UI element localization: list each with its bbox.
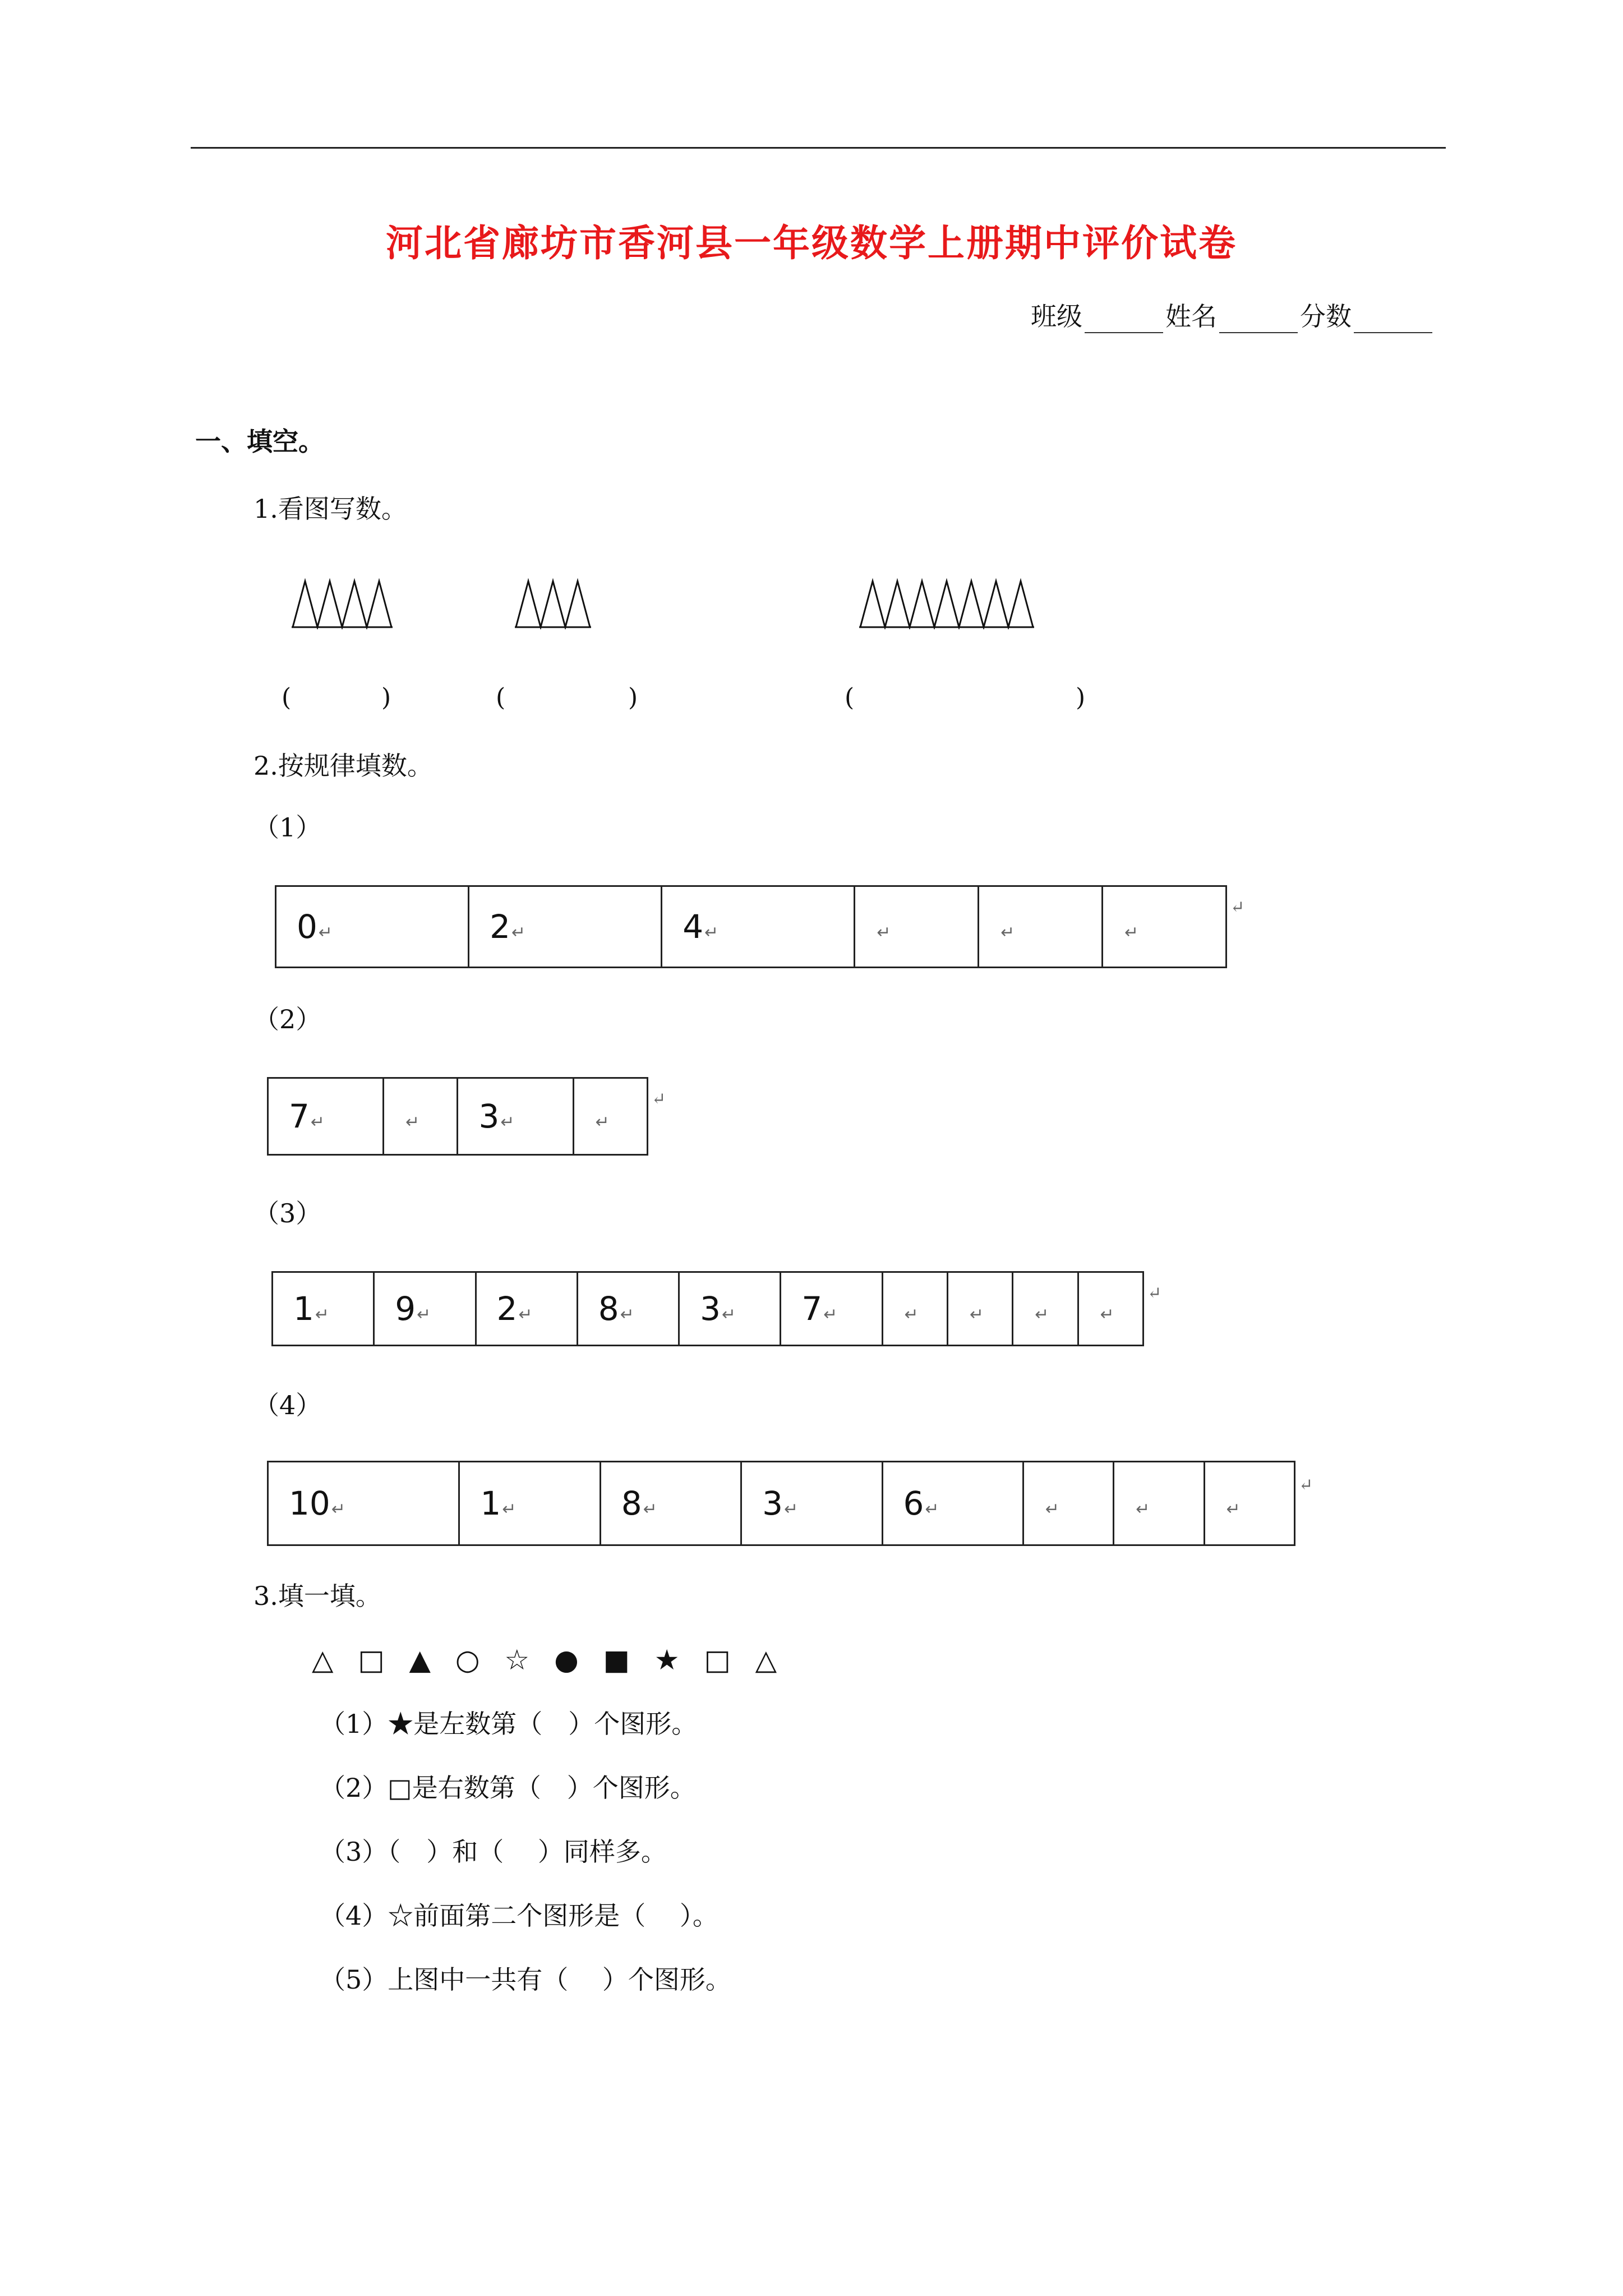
- name-blank[interactable]: [1219, 310, 1298, 333]
- answer-paren-3-close: ): [1076, 683, 1086, 712]
- answer-paren-2-close: ): [628, 683, 638, 712]
- seq4-cell[interactable]: 1↵: [459, 1462, 600, 1545]
- seq3-cell[interactable]: ↵: [882, 1272, 947, 1346]
- seq4-cell[interactable]: ↵: [1023, 1462, 1113, 1545]
- score-blank[interactable]: [1354, 310, 1432, 333]
- seq2-cell[interactable]: ↵: [384, 1078, 458, 1155]
- seq4-cell[interactable]: ↵: [1204, 1462, 1294, 1545]
- sequence-table-1: [275, 885, 1227, 968]
- student-info: [1031, 296, 1435, 333]
- q3-item: （4）☆前面第二个图形是（ ）。: [320, 1901, 718, 1931]
- q1-label: 1.看图写数。: [253, 494, 407, 524]
- name-label: 姓名: [1165, 301, 1217, 332]
- seq3-cell[interactable]: 2↵: [476, 1272, 577, 1346]
- seq4-cell[interactable]: 8↵: [600, 1462, 741, 1545]
- zigzag-figure-1: [292, 578, 396, 629]
- class-blank[interactable]: [1085, 310, 1163, 333]
- q2-sub4-label: （4）: [253, 1390, 322, 1420]
- seq2-cell[interactable]: 3↵: [458, 1078, 573, 1155]
- seq3-cell[interactable]: 8↵: [577, 1272, 679, 1346]
- zigzag-figure-3: [859, 578, 1038, 629]
- seq1-cell[interactable]: 2↵: [469, 886, 662, 968]
- q3-item: （3）（ ）和（ ）同样多。: [320, 1837, 667, 1867]
- row-return-mark: ↵: [1147, 1283, 1162, 1303]
- seq3-cell[interactable]: 7↵: [781, 1272, 882, 1346]
- score-label: 分数: [1300, 301, 1352, 332]
- seq4-cell[interactable]: 3↵: [741, 1462, 882, 1545]
- section-heading: 一、填空。: [195, 426, 324, 457]
- page-title: 河北省廊坊市香河县一年级数学上册期中评价试卷: [386, 221, 1237, 265]
- q2-label: 2.按规律填数。: [253, 751, 433, 781]
- seq2-cell[interactable]: 7↵: [268, 1078, 384, 1155]
- row-return-mark: ↵: [1299, 1475, 1313, 1495]
- q3-item: （1）★是左数第（ ）个图形。: [320, 1709, 698, 1739]
- q2-sub2-label: （2）: [253, 1004, 322, 1034]
- seq1-cell[interactable]: ↵: [1103, 886, 1227, 968]
- sequence-table-3: [271, 1271, 1144, 1346]
- header-rule: [191, 147, 1446, 149]
- answer-paren-1-close: ): [381, 683, 391, 712]
- seq1-cell[interactable]: ↵: [979, 886, 1103, 968]
- q2-sub3-label: （3）: [253, 1198, 322, 1228]
- seq2-cell[interactable]: ↵: [573, 1078, 647, 1155]
- seq4-cell[interactable]: ↵: [1114, 1462, 1204, 1545]
- seq1-cell[interactable]: 0↵: [276, 886, 469, 968]
- seq3-cell[interactable]: ↵: [1013, 1272, 1078, 1346]
- seq3-cell[interactable]: 3↵: [679, 1272, 781, 1346]
- seq4-cell[interactable]: 10↵: [268, 1462, 459, 1545]
- seq3-cell[interactable]: ↵: [1078, 1272, 1143, 1346]
- shape-sequence: △ □ ▲ ○ ☆ ● ■ ★ □ △: [312, 1644, 785, 1676]
- q3-item: （2）□是右数第（ ）个图形。: [320, 1773, 696, 1803]
- class-label: 班级: [1031, 301, 1082, 332]
- row-return-mark: ↵: [652, 1089, 666, 1109]
- answer-paren-3-open: (: [845, 683, 855, 712]
- sequence-table-4: [267, 1461, 1295, 1546]
- q2-sub1-label: （1）: [253, 812, 322, 843]
- q3-label: 3.填一填。: [253, 1581, 381, 1611]
- answer-paren-2-open: (: [496, 683, 506, 712]
- zigzag-figure-2: [515, 578, 593, 629]
- seq4-cell[interactable]: 6↵: [882, 1462, 1023, 1545]
- seq1-cell[interactable]: 4↵: [662, 886, 855, 968]
- seq3-cell[interactable]: 1↵: [273, 1272, 374, 1346]
- row-return-mark: ↵: [1230, 898, 1245, 917]
- seq3-cell[interactable]: 9↵: [374, 1272, 476, 1346]
- q3-item: （5）上图中一共有（ ）个图形。: [320, 1964, 731, 1995]
- seq1-cell[interactable]: ↵: [855, 886, 979, 968]
- seq3-cell[interactable]: ↵: [947, 1272, 1012, 1346]
- answer-paren-1-open: (: [282, 683, 292, 712]
- sequence-table-2: [267, 1077, 648, 1156]
